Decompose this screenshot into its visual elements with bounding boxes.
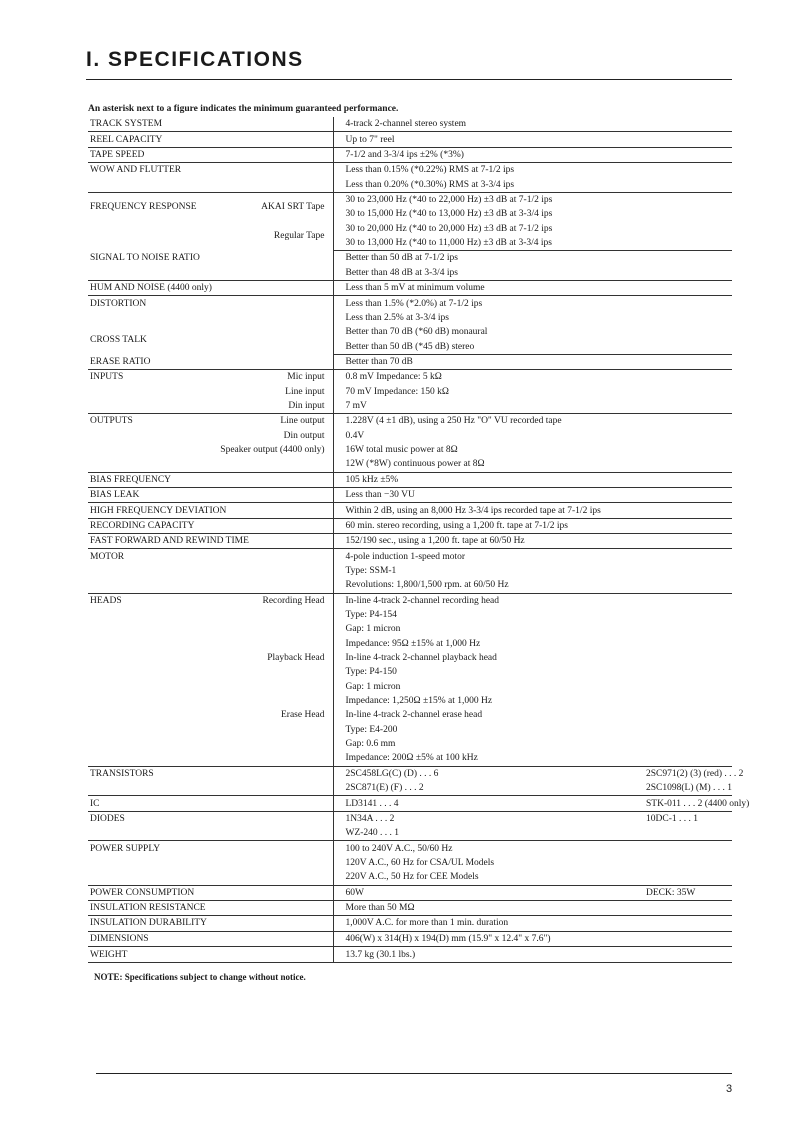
- spec-row-dimensions: [88, 931, 732, 946]
- spec-value: 70 mV Impedance: 150 kΩ: [333, 384, 732, 398]
- spec-value: 0.8 mV Impedance: 5 kΩ: [333, 370, 732, 385]
- spec-sublabel: Erase Head: [280, 710, 325, 721]
- spec-row-erase-ratio: [88, 354, 732, 369]
- spec-sublabel: Line input: [285, 386, 325, 397]
- spec-value: 152/190 sec., using a 1,200 ft. tape at 60/50 Hz: [333, 534, 732, 549]
- spec-value: Revolutions: 1,800/1,500 rpm. at 60/50 Hz: [333, 578, 732, 593]
- spec-value: Less than 0.15% (*0.22%) RMS at 7-1/2 ips: [333, 163, 732, 178]
- spec-value: Type: E4-200: [333, 723, 732, 737]
- footer-divider: [96, 1073, 732, 1074]
- spec-value: 60 min. stereo recording, using a 1,200 ft. tape at 7-1/2 ips: [333, 518, 732, 533]
- spec-value: Less than 0.20% (*0.30%) RMS at 3-3/4 ips: [333, 177, 732, 192]
- spec-row-outputs-cont: [88, 443, 732, 457]
- intro-text: An asterisk next to a figure indicates the minimum guaranteed performance.: [88, 104, 399, 114]
- spec-label: DIMENSIONS: [88, 931, 333, 946]
- spec-row-bias-frequency: [88, 472, 732, 487]
- spec-sublabel: Mic input: [287, 372, 325, 383]
- spec-row-power-supply: [88, 841, 732, 856]
- spec-label: OUTPUTS: [90, 416, 133, 427]
- spec-value: Within 2 dB, using an 8,000 Hz 3-3/4 ips recorded tape at 7-1/2 ips: [333, 503, 732, 518]
- spec-row-heads-cont: [88, 665, 732, 679]
- spec-label: INPUTS: [90, 372, 124, 383]
- spec-row-outputs-cont: [88, 457, 732, 472]
- spec-value: Up to 7" reel: [333, 132, 732, 147]
- spec-value: Impedance: 1,250Ω ±15% at 1,000 Hz: [333, 694, 732, 708]
- spec-row-tape-speed: [88, 147, 732, 162]
- spec-row-outputs-cont: [88, 429, 732, 443]
- spec-value: Impedance: 200Ω ±5% at 100 kHz: [333, 751, 732, 766]
- spec-label: FAST FORWARD AND REWIND TIME: [88, 534, 333, 549]
- spec-row-wow-flutter-cont: [88, 177, 732, 192]
- spec-row-hum-noise: [88, 280, 732, 295]
- spec-value: 12W (*8W) continuous power at 8Ω: [333, 457, 732, 472]
- spec-row-cross-talk: [88, 325, 732, 339]
- spec-value: 0.4V: [333, 429, 732, 443]
- spec-sublabel: Din output: [283, 430, 325, 441]
- spec-value: 7 mV: [333, 399, 732, 414]
- spec-value: 2SC458LG(C) (D) . . . 6: [333, 766, 644, 781]
- spec-row-heads-cont: [88, 637, 732, 651]
- spec-value: 100 to 240V A.C., 50/60 Hz: [333, 841, 732, 856]
- spec-label: DISTORTION: [90, 298, 147, 309]
- spec-label: TRANSISTORS: [90, 768, 154, 779]
- spec-value: 1,000V A.C. for more than 1 min. duration: [333, 916, 732, 931]
- title-divider: [86, 79, 732, 80]
- spec-label-cell: [88, 414, 333, 429]
- spec-value: 2SC971(2) (3) (red) . . . 2: [646, 768, 744, 779]
- spec-value: Gap: 1 micron: [333, 680, 732, 694]
- spec-row-power-consumption: [88, 885, 732, 900]
- spec-value: In-line 4-track 2-channel playback head: [333, 651, 732, 665]
- spec-value: Type: SSM-1: [333, 564, 732, 578]
- spec-row-power-supply-cont: [88, 870, 732, 885]
- spec-label: IC: [88, 796, 333, 811]
- spec-label: SIGNAL TO NOISE RATIO: [90, 253, 200, 264]
- spec-value: 406(W) x 314(H) x 194(D) mm (15.9" x 12.4" x 7.6"): [333, 931, 732, 946]
- spec-row-snr: [88, 251, 732, 266]
- spec-row-heads-cont: [88, 694, 732, 708]
- spec-row-transistors: [88, 766, 732, 781]
- spec-sublabel: Recording Head: [262, 595, 325, 606]
- spec-row-diodes: [88, 811, 732, 826]
- spec-label-cell: [88, 370, 333, 385]
- page-number: 3: [726, 1083, 733, 1095]
- spec-row-reel-capacity: [88, 132, 732, 147]
- spec-row-transistors-cont: [88, 781, 732, 796]
- spec-value: 105 kHz ±5%: [333, 472, 732, 487]
- spec-row-ic: [88, 796, 732, 811]
- spec-row-motor-cont: [88, 578, 732, 593]
- spec-row-weight: [88, 947, 732, 963]
- spec-value: 10DC-1 . . . 1: [646, 813, 698, 824]
- spec-row-heads: [88, 593, 732, 608]
- specifications-table: [88, 117, 750, 963]
- spec-label: INSULATION DURABILITY: [88, 916, 333, 931]
- spec-label: POWER CONSUMPTION: [88, 885, 333, 900]
- spec-label: WOW AND FLUTTER: [90, 165, 182, 176]
- spec-value: Less than 5 mV at minimum volume: [333, 280, 732, 295]
- spec-value: 1.228V (4 ±1 dB), using a 250 Hz "O" VU recorded tape: [333, 414, 732, 429]
- spec-value: 4-pole induction 1-speed motor: [333, 549, 732, 564]
- spec-row-motor-cont: [88, 564, 732, 578]
- spec-row-heads-cont: [88, 723, 732, 737]
- spec-row-inputs-cont: [88, 384, 732, 398]
- spec-label: DIODES: [90, 813, 125, 824]
- spec-label: WEIGHT: [88, 947, 333, 963]
- spec-value: 30 to 15,000 Hz (*40 to 13,000 Hz) ±3 dB at 3-3/4 ips: [333, 207, 732, 221]
- spec-label: HEADS: [90, 595, 122, 606]
- spec-value: Gap: 0.6 mm: [333, 737, 732, 751]
- spec-value: Less than 2.5% at 3-3/4 ips: [333, 311, 732, 325]
- spec-value: Better than 50 dB (*45 dB) stereo: [333, 339, 732, 354]
- spec-value: 2SC871(E) (F) . . . 2: [333, 781, 644, 796]
- spec-value: WZ-240 . . . 1: [333, 826, 644, 841]
- spec-sublabel: Line output: [280, 416, 325, 427]
- spec-sublabel: Regular Tape: [273, 231, 325, 242]
- spec-value: 30 to 20,000 Hz (*40 to 20,000 Hz) ±3 dB at 7-1/2 ips: [333, 222, 732, 236]
- spec-row-inputs: [88, 370, 732, 385]
- spec-row-recording-capacity: [88, 518, 732, 533]
- spec-row-heads-cont: [88, 680, 732, 694]
- spec-label: ERASE RATIO: [88, 354, 333, 369]
- spec-sublabel: Playback Head: [267, 653, 325, 664]
- spec-value: Better than 48 dB at 3-3/4 ips: [333, 266, 732, 281]
- spec-value: 220V A.C., 50 Hz for CEE Models: [333, 870, 732, 885]
- spec-value: Better than 70 dB (*60 dB) monaural: [333, 325, 732, 339]
- spec-value: Less than 1.5% (*2.0%) at 7-1/2 ips: [333, 296, 732, 311]
- spec-row-heads-cont: [88, 751, 732, 766]
- spec-row-insulation-resistance: [88, 900, 732, 915]
- spec-value: 16W total music power at 8Ω: [333, 443, 732, 457]
- spec-label: TAPE SPEED: [88, 147, 333, 162]
- spec-value: 30 to 23,000 Hz (*40 to 22,000 Hz) ±3 dB at 7-1/2 ips: [333, 192, 732, 207]
- spec-value: 1N34A . . . 2: [333, 811, 644, 826]
- spec-label: BIAS LEAK: [88, 487, 333, 502]
- spec-row-snr-cont: [88, 266, 732, 281]
- spec-row-insulation-durability: [88, 916, 732, 931]
- spec-value: Better than 50 dB at 7-1/2 ips: [333, 251, 732, 266]
- spec-value: 7-1/2 and 3-3/4 ips ±2% (*3%): [333, 147, 732, 162]
- spec-row-frequency-response: [88, 192, 732, 207]
- spec-value: DECK: 35W: [644, 885, 732, 900]
- spec-value: More than 50 MΩ: [333, 900, 732, 915]
- spec-sublabel: Din input: [88, 399, 333, 414]
- spec-label: RECORDING CAPACITY: [88, 518, 333, 533]
- spec-row-bias-leak: [88, 487, 732, 502]
- spec-row-heads-cont: [88, 708, 732, 722]
- spec-value: Type: P4-154: [333, 608, 732, 622]
- spec-value: 60W: [333, 885, 644, 900]
- spec-row-distortion-cont: [88, 311, 732, 325]
- spec-row-frequency-response-cont: [88, 222, 732, 236]
- spec-label-cell: [88, 593, 333, 608]
- spec-value: Impedance: 95Ω ±15% at 1,000 Hz: [333, 637, 732, 651]
- spec-row-power-supply-cont: [88, 856, 732, 870]
- spec-row-heads-cont: [88, 737, 732, 751]
- spec-value: 2SC1098(L) (M) . . . 1: [644, 781, 732, 796]
- spec-value: In-line 4-track 2-channel erase head: [333, 708, 732, 722]
- spec-value: In-line 4-track 2-channel recording head: [333, 593, 732, 608]
- spec-label: REEL CAPACITY: [88, 132, 333, 147]
- spec-value: Type: P4-150: [333, 665, 732, 679]
- spec-value: Gap: 1 micron: [333, 622, 732, 636]
- spec-row-track-system: [88, 117, 732, 132]
- spec-value: STK-011 . . . 2 (4400 only): [644, 796, 732, 811]
- spec-label: HIGH FREQUENCY DEVIATION: [88, 503, 333, 518]
- spec-row-inputs-cont: [88, 399, 732, 414]
- spec-value: 30 to 13,000 Hz (*40 to 11,000 Hz) ±3 dB at 3-3/4 ips: [333, 236, 732, 251]
- spec-label: FREQUENCY RESPONSE: [90, 202, 197, 213]
- spec-label: MOTOR: [90, 551, 125, 562]
- spec-label-cell: [88, 192, 333, 221]
- spec-label: CROSS TALK: [90, 334, 147, 345]
- spec-label: INSULATION RESISTANCE: [88, 900, 333, 915]
- spec-row-outputs: [88, 414, 732, 429]
- spec-value: Less than −30 VU: [333, 487, 732, 502]
- spec-label: TRACK SYSTEM: [88, 117, 333, 132]
- spec-value: Better than 70 dB: [333, 354, 732, 369]
- spec-row-distortion: [88, 296, 732, 311]
- spec-row-motor: [88, 549, 732, 564]
- spec-label: HUM AND NOISE (4400 only): [88, 280, 333, 295]
- spec-row-heads-cont: [88, 622, 732, 636]
- spec-value: 4-track 2-channel stereo system: [333, 117, 732, 132]
- spec-label: POWER SUPPLY: [90, 843, 161, 854]
- spec-value: 120V A.C., 60 Hz for CSA/UL Models: [333, 856, 732, 870]
- spec-value: 13.7 kg (30.1 lbs.): [333, 947, 732, 963]
- spec-value: LD3141 . . . 4: [333, 796, 644, 811]
- spec-sublabel: Speaker output (4400 only): [220, 445, 325, 456]
- page-title: I. SPECIFICATIONS: [86, 48, 304, 71]
- spec-row-heads-cont: [88, 651, 732, 665]
- spec-row-wow-flutter: [88, 163, 732, 178]
- footnote: NOTE: Specifications subject to change without notice.: [94, 972, 306, 982]
- spec-row-heads-cont: [88, 608, 732, 622]
- spec-label: BIAS FREQUENCY: [88, 472, 333, 487]
- spec-row-diodes-cont: [88, 826, 732, 841]
- spec-sublabel: AKAI SRT Tape: [261, 202, 325, 213]
- spec-row-ff-rewind: [88, 534, 732, 549]
- spec-row-hf-deviation: [88, 503, 732, 518]
